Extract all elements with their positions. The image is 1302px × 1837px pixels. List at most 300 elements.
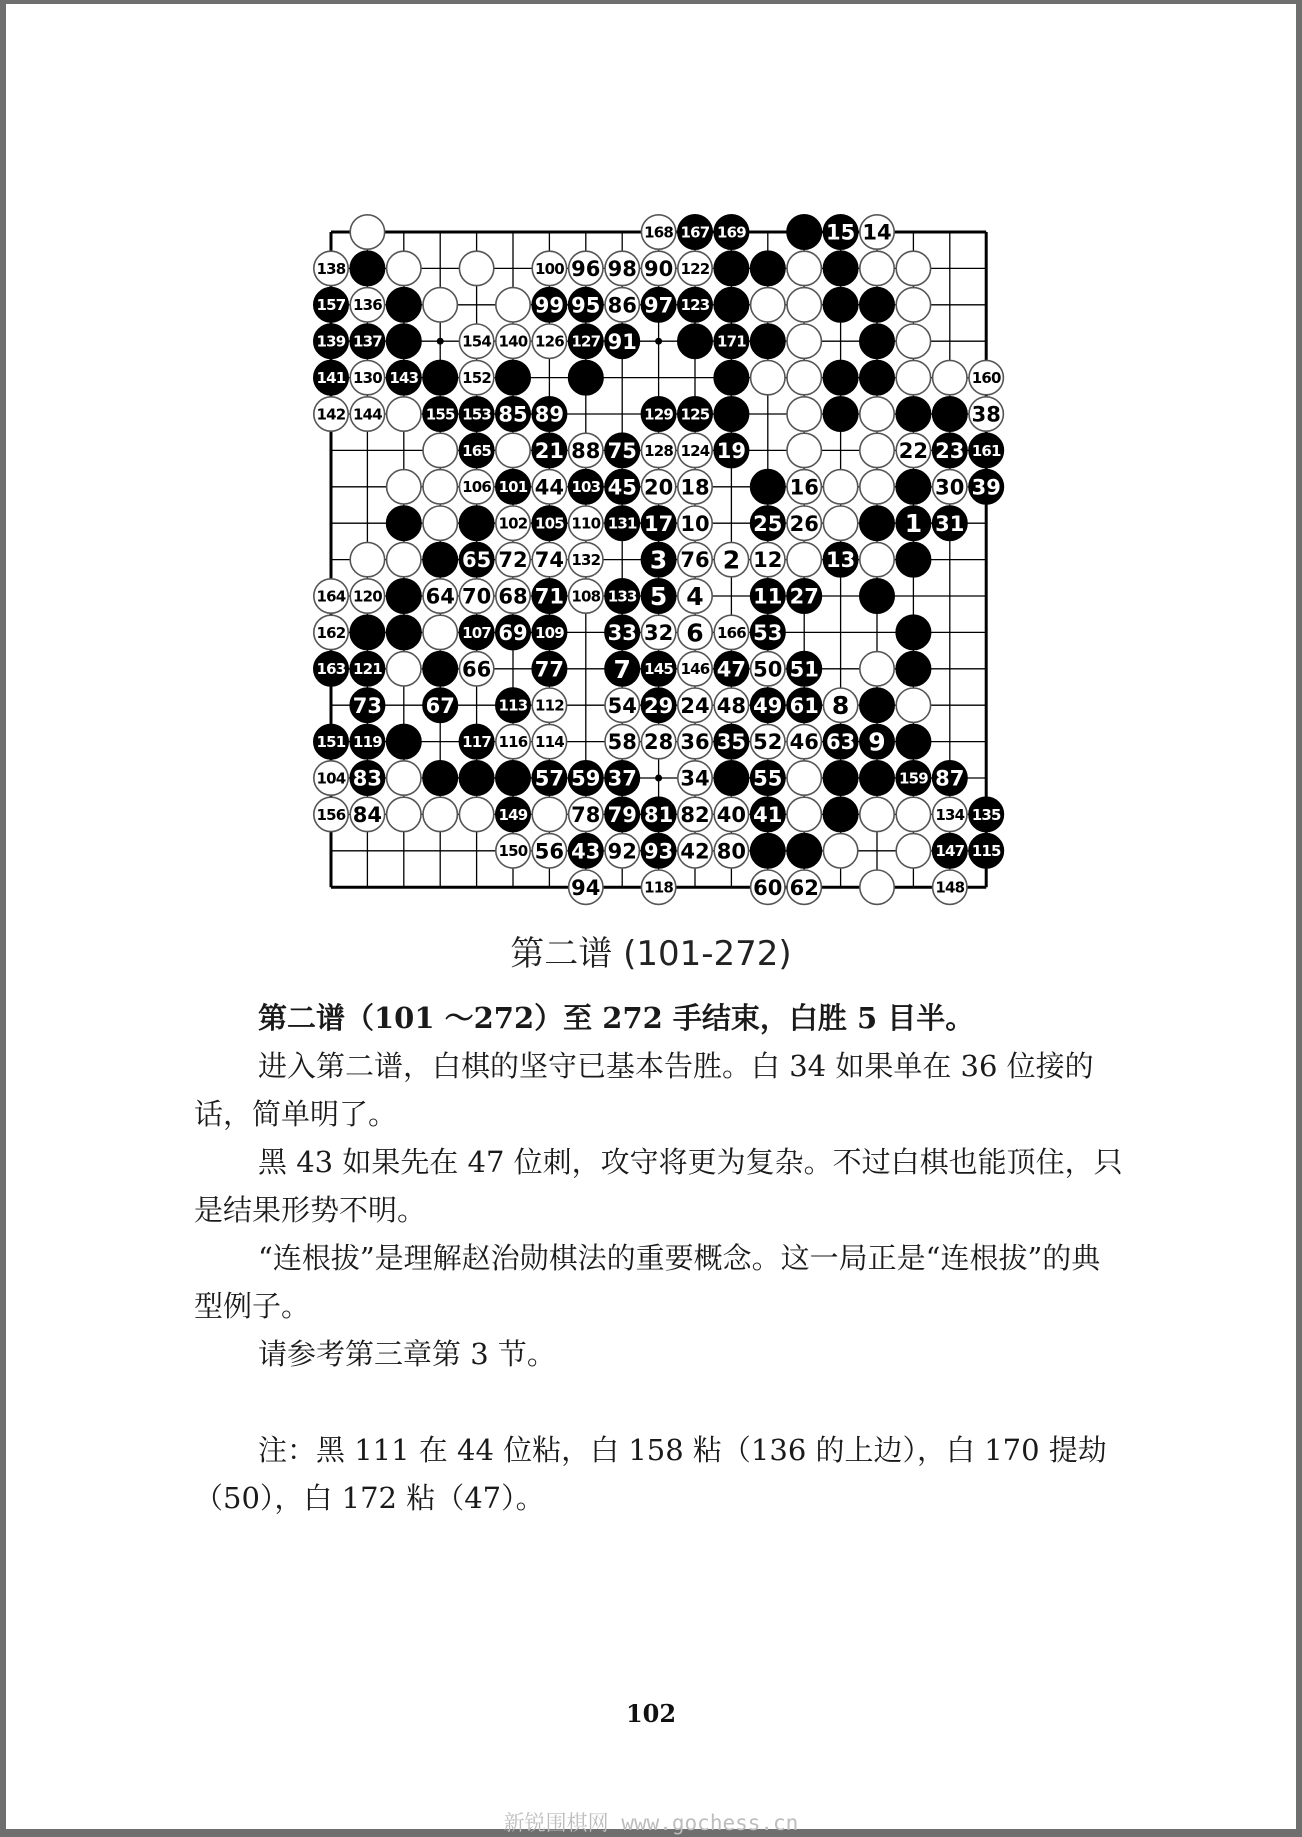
white-stone <box>751 652 785 686</box>
commentary-paragraph-4: 请参考第三章第 3 节。 <box>258 1337 556 1371</box>
move-number: 153 <box>462 405 492 424</box>
white-stone <box>423 288 457 322</box>
black-stone <box>459 506 493 540</box>
white-stone <box>423 579 457 613</box>
move-number: 78 <box>571 802 601 827</box>
move-number: 128 <box>644 441 674 460</box>
move-number: 25 <box>753 511 783 536</box>
white-stone <box>860 870 894 904</box>
move-number: 74 <box>534 548 565 573</box>
move-number: 85 <box>498 402 528 427</box>
white-stone <box>350 360 384 394</box>
move-number: 3 <box>649 545 668 575</box>
move-number: 118 <box>644 878 674 897</box>
white-stone <box>860 397 894 431</box>
move-number: 140 <box>498 332 528 351</box>
move-number: 44 <box>534 475 565 500</box>
white-stone <box>787 761 821 795</box>
black-stone <box>751 834 785 868</box>
black-stone <box>933 397 967 431</box>
stone-disc <box>787 542 821 576</box>
black-stone <box>933 834 967 868</box>
white-stone <box>896 288 930 322</box>
white-stone <box>532 797 566 831</box>
move-number: 62 <box>789 875 819 900</box>
move-number: 33 <box>607 620 637 645</box>
black-stone <box>496 470 530 504</box>
move-number: 23 <box>935 438 965 463</box>
move-number: 161 <box>971 441 1001 460</box>
move-number: 58 <box>607 730 637 755</box>
stone-disc <box>459 506 493 540</box>
stone-disc <box>714 761 748 795</box>
stone-disc <box>860 542 894 576</box>
black-stone <box>496 397 530 431</box>
move-number: 66 <box>461 657 492 682</box>
white-stone <box>387 761 421 795</box>
white-stone <box>423 797 457 831</box>
black-stone <box>459 724 493 758</box>
move-number: 52 <box>753 730 783 755</box>
black-stone <box>933 761 967 795</box>
move-number: 147 <box>935 842 965 861</box>
black-stone <box>860 579 894 613</box>
black-stone <box>532 433 566 467</box>
white-stone <box>532 542 566 576</box>
move-number: 32 <box>643 620 674 645</box>
white-stone <box>896 834 930 868</box>
stone-disc <box>714 288 748 322</box>
move-number: 11 <box>753 584 783 609</box>
move-number: 141 <box>316 369 346 387</box>
white-stone <box>933 870 967 904</box>
stone-disc <box>350 615 384 649</box>
white-stone <box>569 251 603 285</box>
stone-disc <box>896 688 930 722</box>
stone-disc <box>423 433 457 467</box>
move-number: 168 <box>644 223 674 242</box>
move-number: 65 <box>461 548 492 573</box>
move-number: 2 <box>722 545 741 575</box>
white-stone <box>569 542 603 576</box>
white-stone <box>423 433 457 467</box>
move-number: 165 <box>462 441 492 460</box>
stone-disc <box>860 579 894 613</box>
white-stone <box>532 688 566 722</box>
black-stone <box>496 688 530 722</box>
white-stone <box>459 797 493 831</box>
white-stone <box>496 724 530 758</box>
move-number: 45 <box>607 475 637 500</box>
move-number: 73 <box>352 693 383 718</box>
black-stone <box>350 761 384 795</box>
move-number: 142 <box>316 405 346 424</box>
black-stone <box>641 288 675 322</box>
stone-disc <box>787 360 821 394</box>
move-number: 8 <box>831 691 850 721</box>
white-stone <box>532 470 566 504</box>
move-number: 123 <box>680 296 710 315</box>
stone-disc <box>532 797 566 831</box>
black-stone <box>569 288 603 322</box>
stone-disc <box>423 652 457 686</box>
black-stone <box>896 542 930 576</box>
move-number: 36 <box>680 730 710 755</box>
white-stone <box>969 397 1003 431</box>
black-stone <box>860 324 894 358</box>
white-stone <box>387 251 421 285</box>
move-number: 42 <box>680 839 710 864</box>
white-stone <box>605 834 639 868</box>
move-number: 18 <box>680 475 710 500</box>
star-point <box>655 338 662 345</box>
black-stone <box>823 215 857 249</box>
black-stone <box>350 688 384 722</box>
move-number: 68 <box>498 584 528 609</box>
black-stone <box>605 652 639 686</box>
stone-disc <box>423 761 457 795</box>
move-number: 16 <box>789 475 819 500</box>
black-stone <box>605 470 639 504</box>
white-stone <box>896 688 930 722</box>
black-stone <box>423 761 457 795</box>
stone-disc <box>387 542 421 576</box>
move-number: 91 <box>607 329 637 354</box>
move-number: 87 <box>935 766 965 791</box>
black-stone <box>314 360 348 394</box>
move-number: 119 <box>352 733 382 751</box>
white-stone <box>569 797 603 831</box>
stone-disc <box>787 397 821 431</box>
book-page <box>6 4 1296 1835</box>
move-number: 98 <box>607 256 637 281</box>
black-stone <box>787 215 821 249</box>
move-number: 60 <box>753 875 783 900</box>
black-stone <box>605 324 639 358</box>
white-stone <box>787 542 821 576</box>
white-stone <box>678 652 712 686</box>
black-stone <box>678 288 712 322</box>
white-stone <box>678 251 712 285</box>
white-stone <box>314 615 348 649</box>
move-number: 134 <box>935 805 965 824</box>
black-stone <box>532 506 566 540</box>
white-stone <box>751 542 785 576</box>
move-number: 122 <box>680 259 710 278</box>
move-number: 106 <box>462 478 492 497</box>
move-number: 9 <box>868 727 886 757</box>
black-stone <box>387 615 421 649</box>
stone-disc <box>896 251 930 285</box>
black-stone <box>641 579 675 613</box>
white-stone <box>641 615 675 649</box>
black-stone <box>387 724 421 758</box>
move-number: 171 <box>716 332 746 351</box>
black-stone <box>532 397 566 431</box>
move-number: 163 <box>316 660 346 679</box>
black-stone <box>314 324 348 358</box>
stone-disc <box>860 652 894 686</box>
move-number: 164 <box>316 587 346 606</box>
move-number: 96 <box>571 256 601 281</box>
stone-disc <box>387 652 421 686</box>
black-stone <box>751 579 785 613</box>
stone-disc <box>787 433 821 467</box>
black-stone <box>641 542 675 576</box>
move-number: 86 <box>607 293 637 318</box>
stone-disc <box>423 542 457 576</box>
black-stone <box>823 761 857 795</box>
move-number: 108 <box>571 587 601 606</box>
white-stone <box>860 542 894 576</box>
stone-disc <box>387 470 421 504</box>
white-stone <box>459 360 493 394</box>
move-number: 130 <box>352 369 382 387</box>
white-stone <box>605 288 639 322</box>
move-number: 151 <box>316 733 346 751</box>
black-stone <box>423 542 457 576</box>
stone-disc <box>896 360 930 394</box>
white-stone <box>896 433 930 467</box>
black-stone <box>969 433 1003 467</box>
black-stone <box>641 506 675 540</box>
black-stone <box>860 761 894 795</box>
stone-disc <box>896 797 930 831</box>
black-stone <box>896 615 930 649</box>
move-number: 132 <box>571 551 601 569</box>
white-stone <box>314 761 348 795</box>
stone-disc <box>496 761 530 795</box>
black-stone <box>787 834 821 868</box>
white-stone <box>678 615 712 649</box>
move-number: 92 <box>607 839 637 864</box>
stone-disc <box>787 834 821 868</box>
white-stone <box>933 797 967 831</box>
white-stone <box>860 433 894 467</box>
stone-disc <box>860 360 894 394</box>
stone-disc <box>933 397 967 431</box>
black-stone <box>387 506 421 540</box>
stone-disc <box>823 797 857 831</box>
page-number: 102 <box>625 1699 677 1728</box>
black-stone <box>605 579 639 613</box>
white-stone <box>823 470 857 504</box>
white-stone <box>423 506 457 540</box>
white-stone <box>459 324 493 358</box>
black-stone <box>496 797 530 831</box>
black-stone <box>896 724 930 758</box>
move-number: 6 <box>686 618 704 648</box>
move-number: 56 <box>534 839 565 864</box>
stone-disc <box>678 324 712 358</box>
stone-disc <box>860 870 894 904</box>
move-number: 139 <box>316 332 346 351</box>
black-stone <box>714 397 748 431</box>
move-number: 113 <box>498 696 528 715</box>
move-number: 12 <box>753 548 783 573</box>
black-stone <box>714 652 748 686</box>
move-number: 61 <box>789 693 819 718</box>
white-stone <box>569 433 603 467</box>
black-stone <box>714 288 748 322</box>
stone-disc <box>387 724 421 758</box>
black-stone <box>496 615 530 649</box>
stone-disc <box>860 397 894 431</box>
white-stone <box>496 579 530 613</box>
stone-disc <box>714 360 748 394</box>
move-number: 166 <box>716 623 746 642</box>
move-number: 27 <box>789 584 819 609</box>
stone-disc <box>860 288 894 322</box>
move-number: 133 <box>607 587 637 606</box>
move-number: 28 <box>643 730 674 755</box>
white-stone <box>751 360 785 394</box>
black-stone <box>459 433 493 467</box>
white-stone <box>387 397 421 431</box>
white-stone <box>350 288 384 322</box>
black-stone <box>751 615 785 649</box>
black-stone <box>350 615 384 649</box>
black-stone <box>496 761 530 795</box>
move-number: 39 <box>971 475 1001 500</box>
white-stone <box>314 797 348 831</box>
black-stone <box>641 834 675 868</box>
white-stone <box>350 797 384 831</box>
move-number: 75 <box>607 438 637 463</box>
move-number: 162 <box>316 623 346 642</box>
stone-disc <box>823 834 857 868</box>
black-stone <box>387 288 421 322</box>
white-stone <box>496 288 530 322</box>
move-number: 102 <box>498 514 528 533</box>
white-stone <box>896 360 930 394</box>
move-number: 14 <box>862 220 892 245</box>
white-stone <box>387 797 421 831</box>
stone-disc <box>823 397 857 431</box>
black-stone <box>860 724 894 758</box>
black-stone <box>569 470 603 504</box>
move-number: 84 <box>352 802 383 827</box>
move-number: 46 <box>789 730 819 755</box>
black-stone <box>823 397 857 431</box>
white-stone <box>350 579 384 613</box>
white-stone <box>641 470 675 504</box>
white-stone <box>787 870 821 904</box>
stone-disc <box>423 615 457 649</box>
black-stone <box>459 615 493 649</box>
black-stone <box>532 579 566 613</box>
move-number: 21 <box>534 438 565 463</box>
move-number: 54 <box>607 693 637 718</box>
white-stone <box>751 288 785 322</box>
stone-disc <box>823 761 857 795</box>
move-number: 95 <box>571 293 601 318</box>
black-stone <box>823 724 857 758</box>
move-number: 116 <box>498 733 528 751</box>
white-stone <box>860 215 894 249</box>
black-stone <box>714 215 748 249</box>
white-stone <box>569 506 603 540</box>
black-stone <box>605 433 639 467</box>
stone-disc <box>860 797 894 831</box>
black-stone <box>933 506 967 540</box>
black-stone <box>823 542 857 576</box>
move-number: 31 <box>935 511 965 536</box>
move-number: 136 <box>352 296 382 315</box>
commentary-heading: 第二谱（101 ～272）至 272 手结束，白胜 5 目半。 <box>258 1001 975 1035</box>
stone-disc <box>787 251 821 285</box>
black-stone <box>969 834 1003 868</box>
black-stone <box>459 397 493 431</box>
white-stone <box>969 360 1003 394</box>
move-number: 30 <box>935 475 965 500</box>
black-stone <box>678 215 712 249</box>
white-stone <box>896 324 930 358</box>
move-number: 79 <box>607 802 637 827</box>
white-stone <box>678 433 712 467</box>
move-number: 114 <box>534 733 564 751</box>
move-number: 94 <box>571 875 601 900</box>
move-number: 70 <box>461 584 492 609</box>
white-stone <box>714 688 748 722</box>
black-stone <box>532 761 566 795</box>
stone-disc <box>387 761 421 795</box>
stone-disc <box>860 688 894 722</box>
move-number: 81 <box>643 802 674 827</box>
move-number: 48 <box>716 693 747 718</box>
stone-disc <box>387 506 421 540</box>
white-stone <box>350 542 384 576</box>
move-number: 127 <box>571 332 601 351</box>
black-stone <box>350 724 384 758</box>
white-stone <box>896 251 930 285</box>
white-stone <box>787 360 821 394</box>
black-stone <box>387 324 421 358</box>
stone-disc <box>787 761 821 795</box>
move-number: 144 <box>352 405 382 424</box>
black-stone <box>823 360 857 394</box>
stone-disc <box>751 251 785 285</box>
black-stone <box>423 688 457 722</box>
white-stone <box>605 251 639 285</box>
white-stone <box>459 470 493 504</box>
stone-disc <box>933 360 967 394</box>
move-number: 53 <box>753 620 783 645</box>
white-stone <box>532 834 566 868</box>
stone-disc <box>860 324 894 358</box>
move-number: 169 <box>716 223 746 242</box>
white-stone <box>751 724 785 758</box>
black-stone <box>350 652 384 686</box>
move-number: 41 <box>753 802 783 827</box>
black-stone <box>896 652 930 686</box>
stone-disc <box>459 761 493 795</box>
white-stone <box>787 724 821 758</box>
move-number: 34 <box>680 766 710 791</box>
white-stone <box>532 324 566 358</box>
black-stone <box>641 397 675 431</box>
black-stone <box>459 542 493 576</box>
black-stone <box>969 470 1003 504</box>
move-number: 160 <box>971 369 1001 387</box>
black-stone <box>569 324 603 358</box>
stone-disc <box>896 542 930 576</box>
white-stone <box>496 506 530 540</box>
stone-disc <box>459 251 493 285</box>
move-number: 93 <box>643 839 674 864</box>
move-number: 152 <box>462 369 492 387</box>
white-stone <box>787 251 821 285</box>
